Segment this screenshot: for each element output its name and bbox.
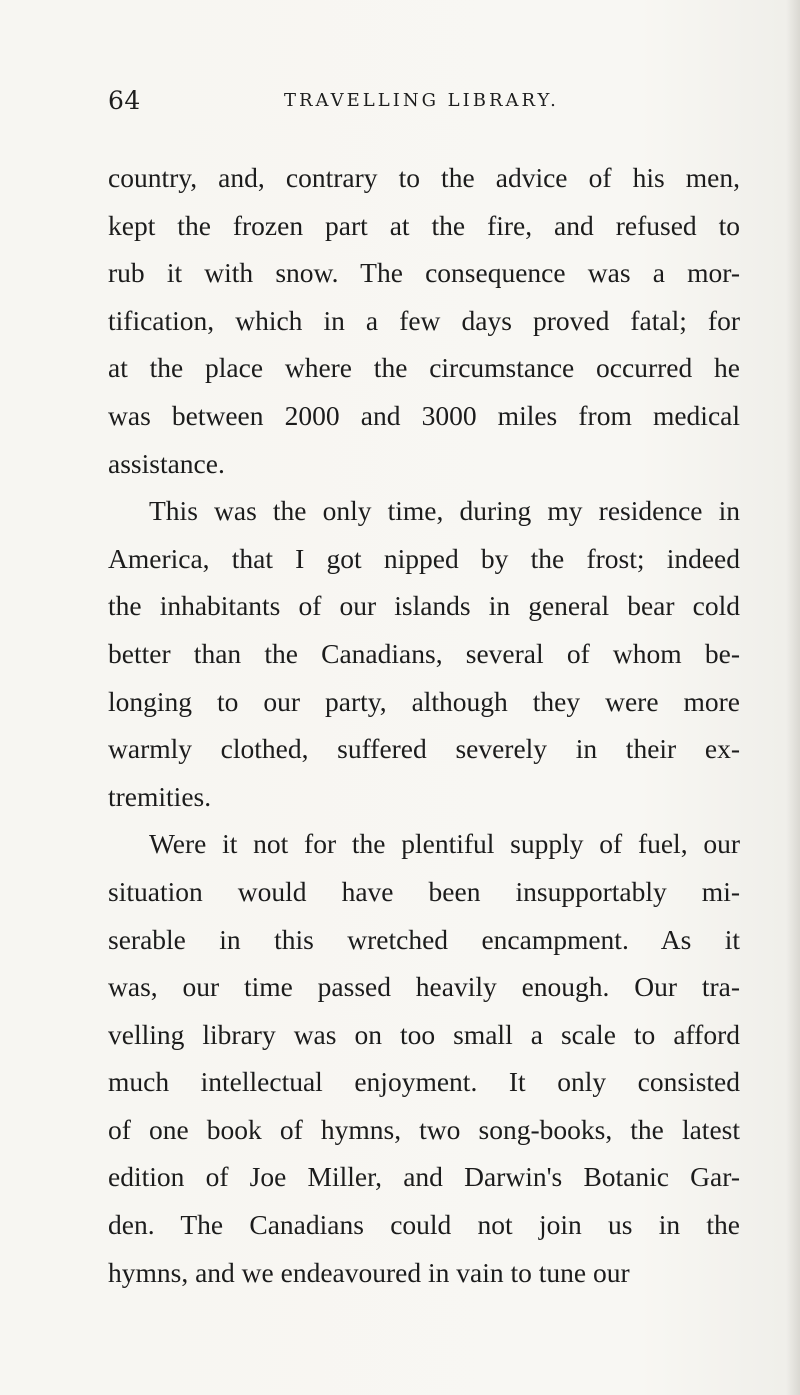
- text-line: America, that I got nipped by the frost; indeed: [108, 542, 740, 574]
- paragraph: [108, 154, 740, 487]
- text-line: tification, which in a few days proved fatal; for: [108, 304, 740, 336]
- text-line: better than the Canadians, several of whom be-: [108, 637, 740, 669]
- text-line: longing to our party, although they were more: [108, 685, 740, 717]
- text-line: This was the only time, during my residence in: [149, 495, 740, 527]
- paragraph: [108, 487, 740, 820]
- text-line: kept the frozen part at the fire, and refused to: [108, 209, 740, 241]
- running-head: [108, 86, 748, 126]
- text-line: serable in this wretched encampment. As it: [108, 923, 740, 955]
- running-head-title: TRAVELLING LIBRARY.: [284, 90, 559, 111]
- text-line: Were it not for the plentiful supply of fuel, our: [149, 828, 740, 860]
- text-line: country, and, contrary to the advice of his men,: [108, 162, 740, 193]
- text-line: velling library was on too small a scale to afford: [108, 1018, 740, 1050]
- text-line: warmly clothed, suffered severely in their ex-: [108, 733, 740, 765]
- text-line: den. The Canadians could not join us in the: [108, 1209, 740, 1241]
- paragraph: [108, 820, 740, 1296]
- text-line: of one book of hymns, two song-books, the latest: [108, 1113, 740, 1145]
- page-edge-shadow: [786, 0, 800, 1395]
- text-line: was between 2000 and 3000 miles from medical: [108, 399, 740, 431]
- text-line: situation would have been insupportably mi-: [108, 875, 740, 907]
- text-line: much intellectual enjoyment. It only consisted: [108, 1066, 740, 1098]
- text-line: rub it with snow. The consequence was a mor-: [108, 257, 740, 289]
- text-line: at the place where the circumstance occurred he: [108, 352, 740, 384]
- body-text: [108, 154, 740, 1296]
- text-line: tremities.: [108, 780, 212, 812]
- text-line: the inhabitants of our islands in general bear cold: [108, 590, 740, 622]
- text-line: edition of Joe Miller, and Darwin's Botanic Gar-: [108, 1161, 740, 1193]
- text-line: hymns, and we endeavoured in vain to tune our: [108, 1256, 630, 1288]
- page-number: 64: [108, 86, 141, 115]
- text-line: assistance.: [108, 447, 225, 479]
- text-line: was, our time passed heavily enough. Our tra-: [108, 971, 740, 1003]
